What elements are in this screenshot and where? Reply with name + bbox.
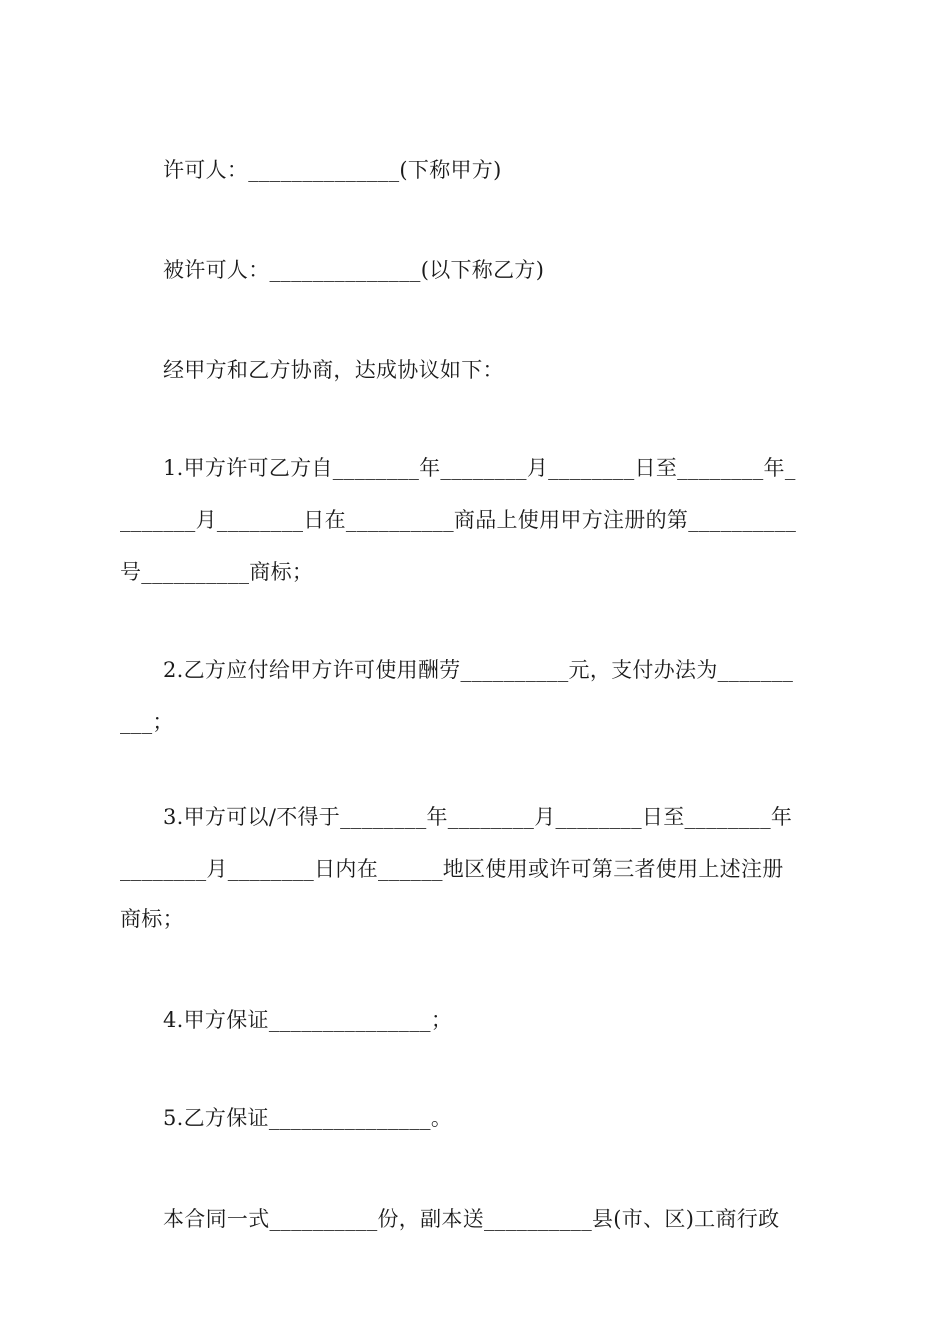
clause-2-line-1: 2.乙方应付给甲方许可使用酬劳__________元，支付办法为_______ (163, 658, 794, 682)
licensee-line: 被许可人：______________(以下称乙方) (163, 258, 545, 282)
clause-3-line-2: ________月________日内在______地区使用或许可第三者使用上述注册 (120, 857, 784, 881)
clause-1-line-3: 号__________商标； (120, 560, 314, 584)
clause-3-line-1: 3.甲方可以/不得于________年________月________日至________年 (163, 805, 793, 829)
clause-5: 5.乙方保证_______________。 (163, 1106, 453, 1130)
clause-2-line-2: ___； (120, 710, 174, 734)
clause-4: 4.甲方保证_______________； (163, 1008, 453, 1032)
copies-line: 本合同一式__________份，副本送__________县(市、区)工商行政 (163, 1207, 780, 1231)
agreement-intro: 经甲方和乙方协商，达成协议如下： (163, 358, 504, 382)
clause-1-line-1: 1.甲方许可乙方自________年________月________日至________年_ (163, 456, 796, 480)
licensor-line: 许可人：______________(下称甲方) (163, 158, 502, 182)
clause-3-line-3: 商标； (120, 907, 184, 931)
clause-1-line-2: _______月________日在__________商品上使用甲方注册的第__________ (120, 508, 797, 532)
